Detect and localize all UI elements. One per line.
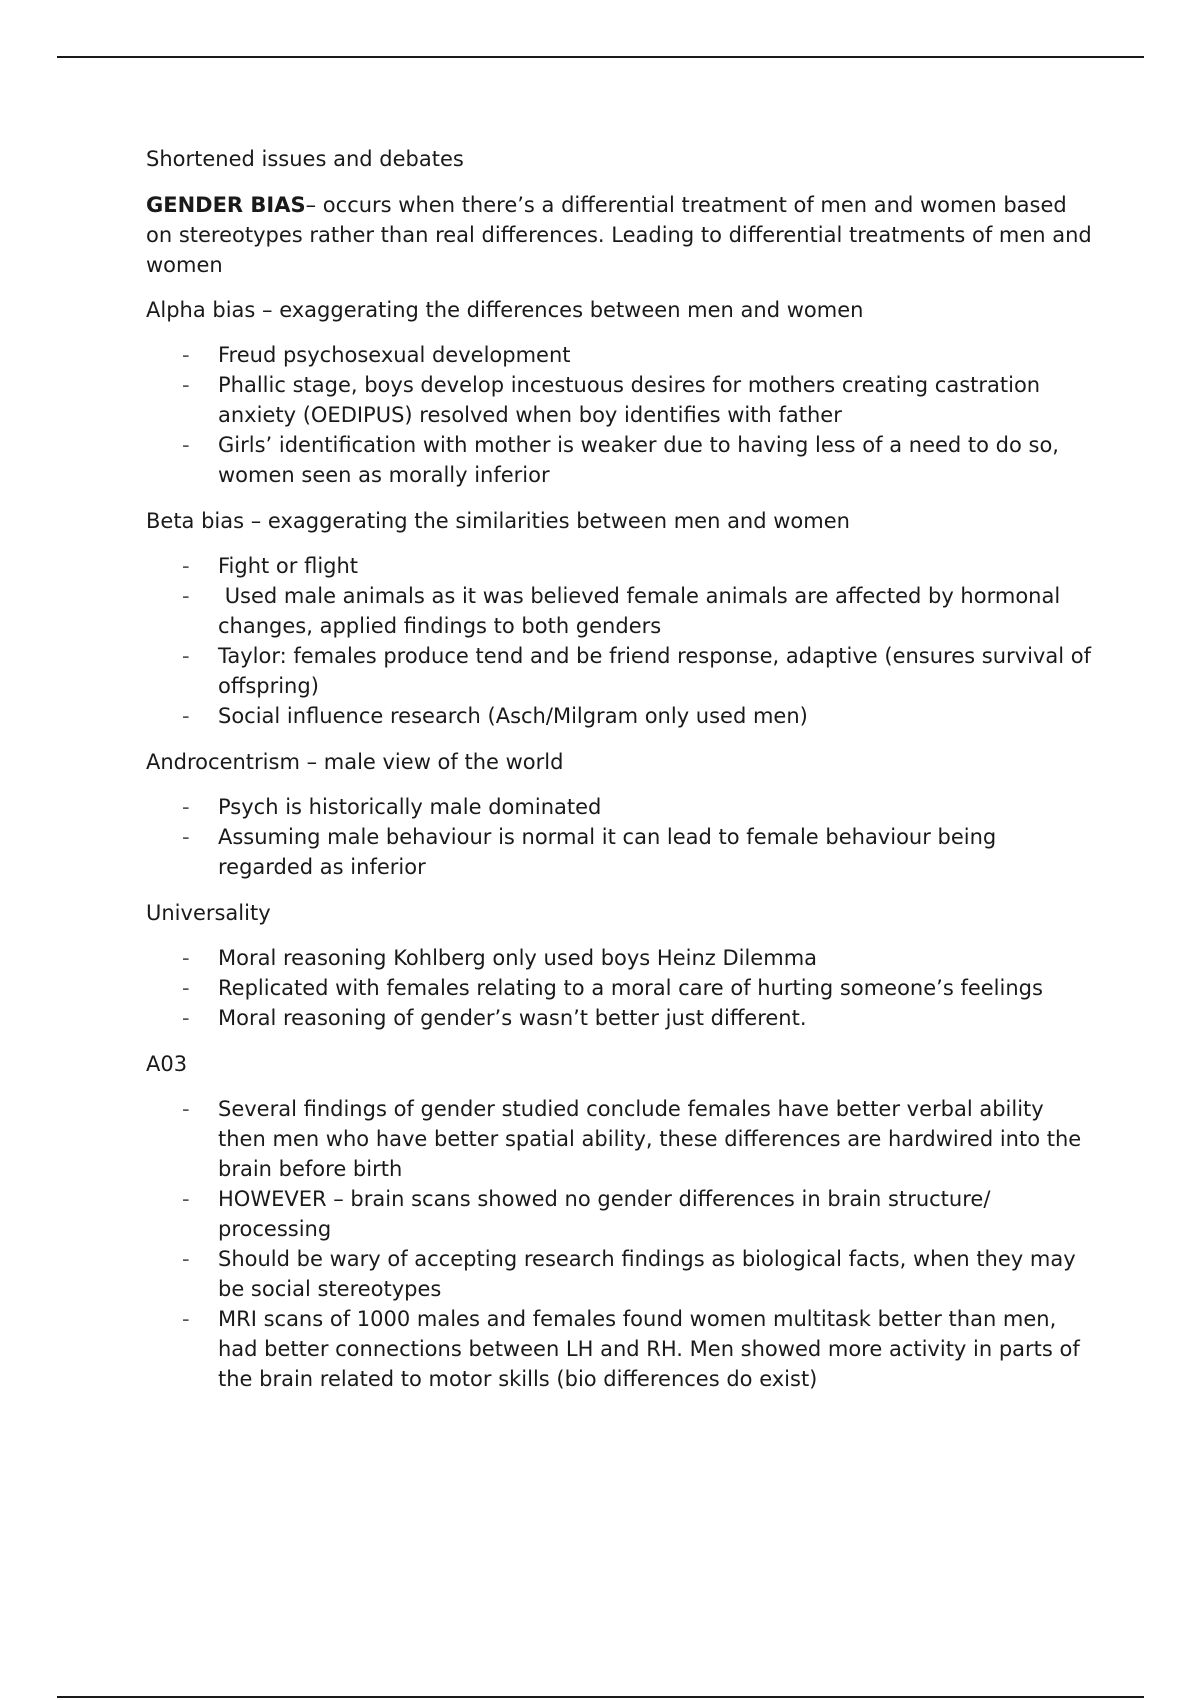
- dash-bullet-icon: -: [182, 433, 190, 457]
- list-item: [182, 581, 1096, 641]
- dash-bullet-icon: -: [182, 343, 190, 367]
- bullet-list-androcentrism: [146, 792, 1096, 882]
- list-item-text: Fight or flight: [218, 554, 359, 578]
- dash-bullet-icon: -: [182, 373, 190, 397]
- bullet-list-alpha-bias: [146, 340, 1096, 490]
- list-item: [182, 792, 1096, 822]
- list-item-text: Used male animals as it was believed female animals are affected by hormonal changes, applied findings to both genders: [218, 584, 1067, 638]
- list-item-text: Assuming male behaviour is normal it can lead to female behaviour being regarded as inferior: [218, 825, 997, 879]
- dash-bullet-icon: -: [182, 1187, 190, 1211]
- section-heading-universality: Universality: [146, 901, 271, 925]
- list-item: [182, 701, 1096, 731]
- list-item-text: Psych is historically male dominated: [218, 795, 602, 819]
- list-item-text: Phallic stage, boys develop incestuous desires for mothers creating castration anxiety (OEDIPUS) resolved when boy identifies with father: [218, 373, 1041, 427]
- list-item-text: Girls’ identification with mother is weaker due to having less of a need to do so, women seen as morally inferior: [218, 433, 1059, 487]
- list-item: [182, 1003, 1096, 1033]
- list-item: [182, 340, 1096, 370]
- list-item-text: Replicated with females relating to a moral care of hurting someone’s feelings: [218, 976, 1043, 1000]
- list-item-text: Moral reasoning Kohlberg only used boys Heinz Dilemma: [218, 946, 818, 970]
- list-item: [182, 1094, 1096, 1184]
- list-item: [182, 1184, 1096, 1244]
- bullet-list-a03: [146, 1094, 1096, 1394]
- footer-rule: [57, 1696, 1144, 1698]
- gender-bias-term: GENDER BIAS: [146, 193, 306, 217]
- list-item-text: Taylor: females produce tend and be friend response, adaptive (ensures survival of offspring): [218, 644, 1091, 698]
- list-item: [182, 943, 1096, 973]
- gender-bias-definition: – occurs when there’s a differential treatment of men and women based on stereotypes rather than real differences. Leading to differential treatments of men and women: [146, 193, 1092, 277]
- dash-bullet-icon: -: [182, 584, 190, 608]
- list-item: [182, 973, 1096, 1003]
- section-heading-beta-bias: Beta bias – exaggerating the similarities between men and women: [146, 509, 850, 533]
- gender-bias-paragraph: [146, 190, 1096, 280]
- list-item: [182, 430, 1096, 490]
- list-item-text: HOWEVER – brain scans showed no gender differences in brain structure/ processing: [218, 1187, 991, 1241]
- document-title: Shortened issues and debates: [146, 147, 464, 171]
- document-body: [146, 144, 1096, 1410]
- dash-bullet-icon: -: [182, 1006, 190, 1030]
- list-item: [182, 370, 1096, 430]
- dash-bullet-icon: -: [182, 946, 190, 970]
- dash-bullet-icon: -: [182, 644, 190, 668]
- dash-bullet-icon: -: [182, 1097, 190, 1121]
- list-item-text: MRI scans of 1000 males and females found women multitask better than men, had better connections between LH and RH. Men showed more activity in parts of the brain related to motor skills (bio differences do exist): [218, 1307, 1080, 1391]
- list-item: [182, 641, 1096, 701]
- dash-bullet-icon: -: [182, 704, 190, 728]
- list-item-text: Moral reasoning of gender’s wasn’t better just different.: [218, 1006, 807, 1030]
- list-item: [182, 551, 1096, 581]
- list-item: [182, 822, 1096, 882]
- section-heading-a03: A03: [146, 1052, 188, 1076]
- section-heading-androcentrism: Androcentrism – male view of the world: [146, 750, 564, 774]
- list-item: [182, 1304, 1096, 1394]
- dash-bullet-icon: -: [182, 825, 190, 849]
- dash-bullet-icon: -: [182, 554, 190, 578]
- list-item-text: Several findings of gender studied conclude females have better verbal ability then men who have better spatial ability, these differences are hardwired into the brain before birth: [218, 1097, 1082, 1181]
- dash-bullet-icon: -: [182, 795, 190, 819]
- bullet-list-beta-bias: [146, 551, 1096, 731]
- list-item: [182, 1244, 1096, 1304]
- list-item-text: Freud psychosexual development: [218, 343, 571, 367]
- bullet-list-universality: [146, 943, 1096, 1033]
- section-heading-alpha-bias: Alpha bias – exaggerating the differences between men and women: [146, 298, 864, 322]
- dash-bullet-icon: -: [182, 976, 190, 1000]
- header-rule: [57, 56, 1144, 58]
- list-item-text: Should be wary of accepting research findings as biological facts, when they may be social stereotypes: [218, 1247, 1076, 1301]
- list-item-text: Social influence research (Asch/Milgram only used men): [218, 704, 808, 728]
- dash-bullet-icon: -: [182, 1247, 190, 1271]
- dash-bullet-icon: -: [182, 1307, 190, 1331]
